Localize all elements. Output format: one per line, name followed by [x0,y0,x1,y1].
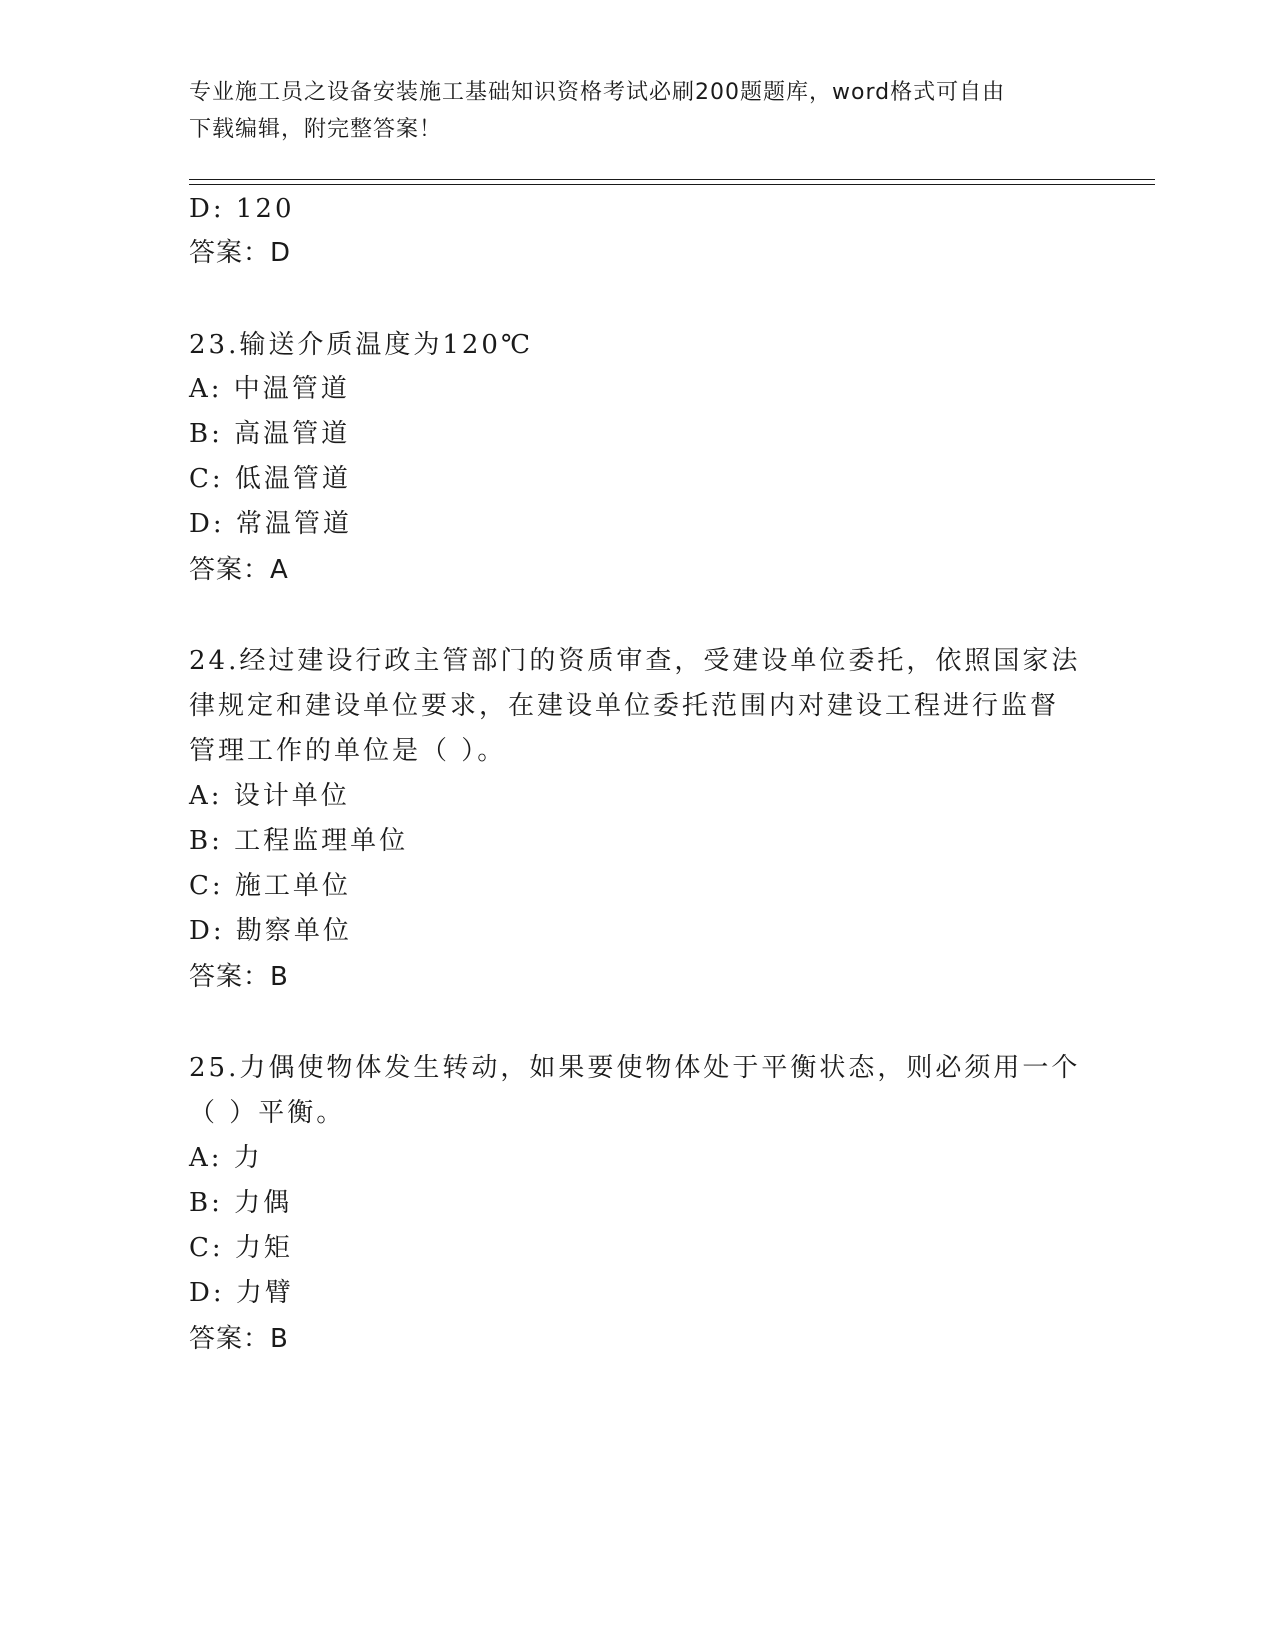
q25-option-b: B: 力偶 [189,1188,293,1218]
header-divider-top [189,179,1155,180]
q22-option-d: D: 120 [189,194,295,224]
header-title-line-2: 下载编辑，附完整答案！ [189,117,443,142]
q23-question: 23.输送介质温度为120℃ [189,330,534,360]
q25-option-d: D: 力臂 [189,1278,294,1308]
document-header [189,74,1089,148]
q24-option-c: C: 施工单位 [189,871,351,901]
q24-option-d: D: 勘察单位 [189,916,352,946]
q23-option-b: B: 高温管道 [189,419,351,449]
q25-question-line-1: 25.力偶使物体发生转动，如果要使物体处于平衡状态，则必须用一个 [189,1053,1081,1083]
header-title-line-1: 专业施工员之设备安装施工基础知识资格考试必刷200题题库，word格式可自由 [189,80,1006,105]
q23-option-a: A: 中温管道 [189,374,350,404]
q23-answer: 答案：A [189,555,289,585]
q25-option-a: A: 力 [189,1143,263,1173]
q23-option-d: D: 常温管道 [189,509,352,539]
q25-option-c: C: 力矩 [189,1233,293,1263]
q24-question-line-1: 24.经过建设行政主管部门的资质审查，受建设单位委托，依照国家法 [189,646,1081,676]
q25-answer: 答案：B [189,1324,289,1354]
q24-option-b: B: 工程监理单位 [189,826,409,856]
q24-option-a: A: 设计单位 [189,781,350,811]
q22-answer: 答案：D [189,238,292,268]
q24-answer: 答案：B [189,962,289,992]
q24-question-line-3: 管理工作的单位是（ ）。 [189,736,507,766]
header-divider-bottom [189,184,1155,185]
q24-question-line-2: 律规定和建设单位要求，在建设单位委托范围内对建设工程进行监督 [189,691,1060,721]
q23-option-c: C: 低温管道 [189,464,351,494]
q25-question-line-2: （ ）平衡。 [189,1098,346,1128]
